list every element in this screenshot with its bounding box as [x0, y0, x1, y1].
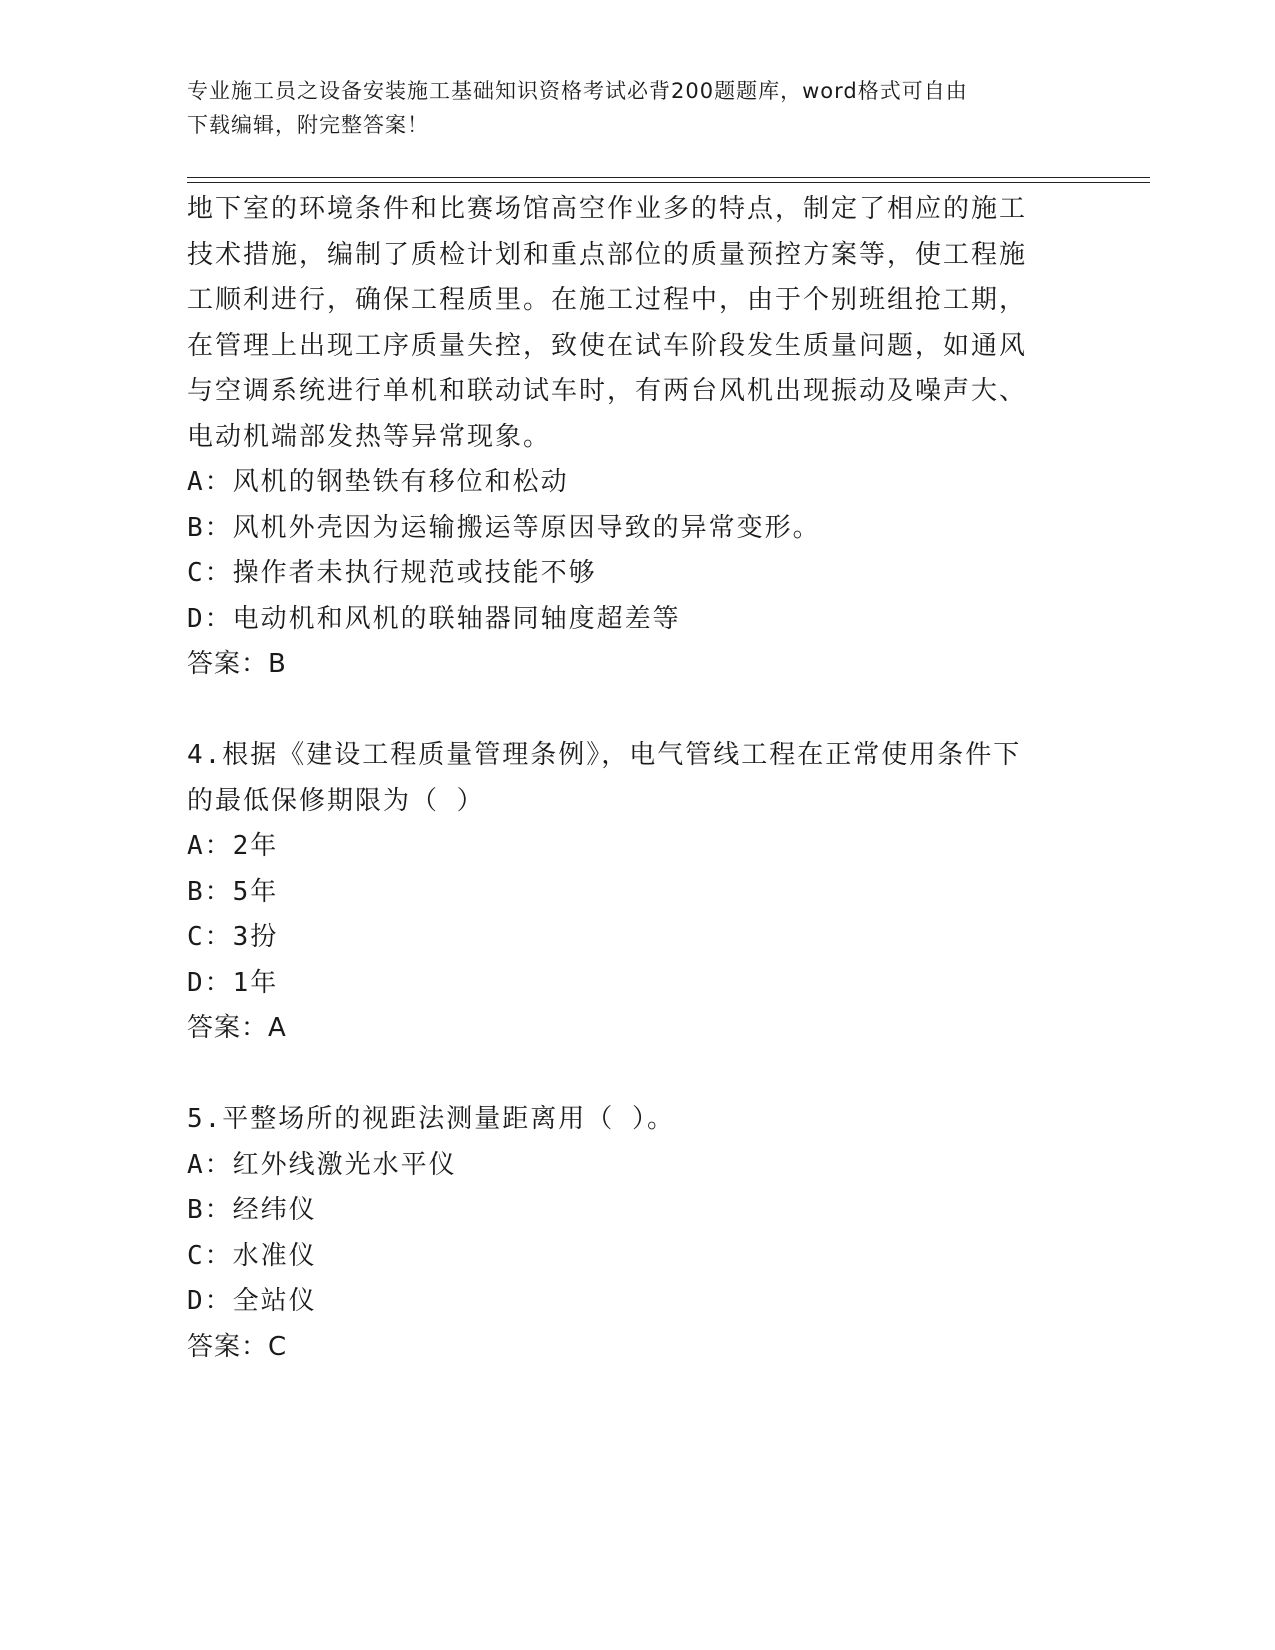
question-3-stem-line-6: 电动机端部发热等异常现象。 [187, 421, 552, 452]
question-4-option-a: A：2年 [187, 831, 279, 861]
question-3-stem-line-1: 地下室的环境条件和比赛场馆高空作业多的特点，制定了相应的施工 [187, 194, 1028, 224]
question-3-stem-line-4: 在管理上出现工序质量失控，致使在试车阶段发生质量问题，如通风 [187, 330, 1028, 361]
header-rule-bottom [187, 182, 1150, 183]
header-rule-top [187, 177, 1150, 178]
question-3-stem-line-5: 与空调系统进行单机和联动试车时，有两台风机出现振动及噪声大、 [187, 376, 1028, 406]
question-4-option-d: D：1年 [187, 967, 279, 998]
question-5-answer: 答案：C [187, 1331, 288, 1362]
question-5-stem-line-1: 5.平整场所的视距法测量距离用（ ）。 [187, 1104, 675, 1134]
question-3-block [187, 187, 1087, 688]
question-3-stem-line-3: 工顺利进行，确保工程质里。在施工过程中，由于个别班组抢工期， [187, 285, 1028, 315]
question-4-option-b: B：5年 [187, 876, 279, 907]
question-3-option-b: B：风机外壳因为运输搬运等原因导致的异常变形。 [187, 512, 821, 543]
question-5-option-c: C：水准仪 [187, 1240, 317, 1271]
question-5-option-d: D：全站仪 [187, 1286, 317, 1316]
question-3-option-d: D：电动机和风机的联轴器同轴度超差等 [187, 603, 681, 634]
question-3-stem-line-2: 技术措施，编制了质检计划和重点部位的质量预控方案等，使工程施 [187, 239, 1028, 270]
header-line-1: 专业施工员之设备安装施工基础知识资格考试必背200题题库，word格式可自由 [187, 79, 968, 103]
header-line-2: 下载编辑，附完整答案！ [187, 113, 429, 137]
question-5-option-b: B：经纬仪 [187, 1195, 317, 1225]
document-body [187, 187, 1087, 1370]
question-5-option-a: A：红外线激光水平仪 [187, 1149, 457, 1180]
question-4-option-c: C：3扮 [187, 922, 279, 952]
question-3-option-a: A：风机的钢垫铁有移位和松动 [187, 467, 569, 497]
question-spacer [187, 688, 1087, 734]
question-5-block [187, 1097, 1087, 1370]
question-spacer [187, 1052, 1087, 1098]
question-4-stem-line-2: 的最低保修期限为（ ） [187, 785, 485, 816]
question-4-answer: 答案：A [187, 1013, 287, 1043]
question-4-stem-line-1: 4.根据《建设工程质量管理条例》，电气管线工程在正常使用条件下 [187, 740, 1022, 770]
question-3-option-c: C：操作者未执行规范或技能不够 [187, 558, 597, 588]
question-4-block [187, 733, 1087, 1052]
document-header [187, 74, 1067, 142]
question-3-answer: 答案：B [187, 649, 287, 679]
